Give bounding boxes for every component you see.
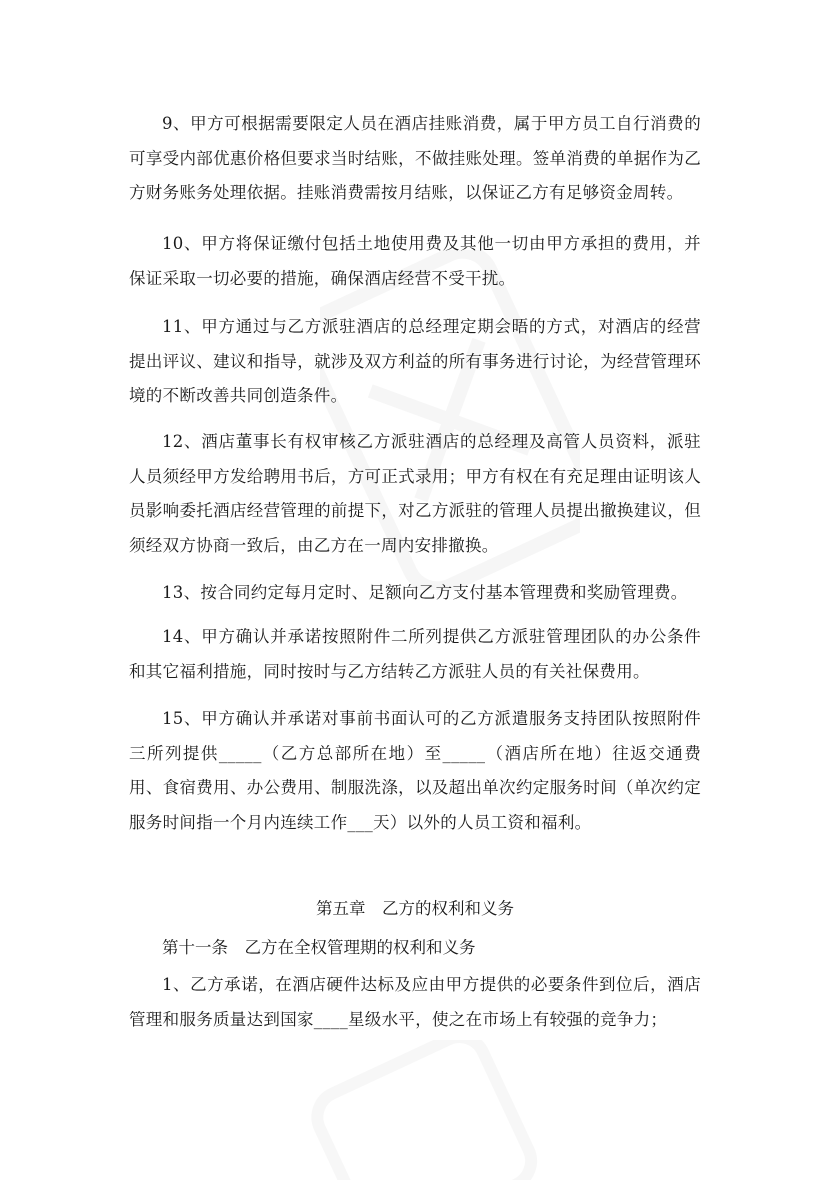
- paragraph-11: 11、甲方通过与乙方派驻酒店的总经理定期会晤的方式，对酒店的经营提出评议、建议和指导，就涉及双方利益的所有事务进行讨论，为经营管理环境的不断改善共同创造条件。: [129, 317, 701, 405]
- paragraph-15: 15、甲方确认并承诺对事前书面认可的乙方派遣服务支持团队按照附件三所列提供_____（乙方总部所在地）至_____（酒店所在地）往返交通费用、食宿费用、办公费用、制服洗涤，以及超出单次约定服务时间（单次约定服务时间指一个月内连续工作___天）以外的人员工资和福利。: [129, 709, 701, 832]
- article-title: 第十一条 乙方在全权管理期的权利和义务: [162, 938, 476, 957]
- paragraph-14: 14、甲方确认并承诺按照附件二所列提供乙方派驻管理团队的办公条件和其它福利措施，同时按时与乙方结转乙方派驻人员的有关社保费用。: [129, 627, 701, 681]
- paragraph-9: 9、甲方可根据需要限定人员在酒店挂账消费，属于甲方员工自行消费的可享受内部优惠价格但要求当时结账，不做挂账处理。签单消费的单据作为乙方财务账务处理依据。挂账消费需按月结账，以保证乙方有足够资金周转。: [129, 114, 701, 202]
- paragraph-10: 10、甲方将保证缴付包括土地使用费及其他一切由甲方承担的费用，并保证采取一切必要的措施，确保酒店经营不受干扰。: [129, 234, 701, 288]
- chapter-title: 第五章 乙方的权利和义务: [316, 899, 514, 918]
- paragraph-article11-1: 1、乙方承诺，在酒店硬件达标及应由甲方提供的必要条件到位后，酒店管理和服务质量达到国家____星级水平，使之在市场上有较强的竞争力；: [129, 975, 701, 1029]
- paragraph-12: 12、酒店董事长有权审核乙方派驻酒店的总经理及高管人员资料，派驻人员须经甲方发给聘用书后，方可正式录用；甲方有权在有充足理由证明该人员影响委托酒店经营管理的前提下，对乙方派驻的管理人员提出撤换建议，但须经双方协商一致后，由乙方在一周内安排撤换。: [129, 432, 701, 555]
- paragraph-13: 13、按合同约定每月定时、足额向乙方支付基本管理费和奖励管理费。: [162, 583, 688, 602]
- watermark-logo-bottom: [300, 1040, 540, 1180]
